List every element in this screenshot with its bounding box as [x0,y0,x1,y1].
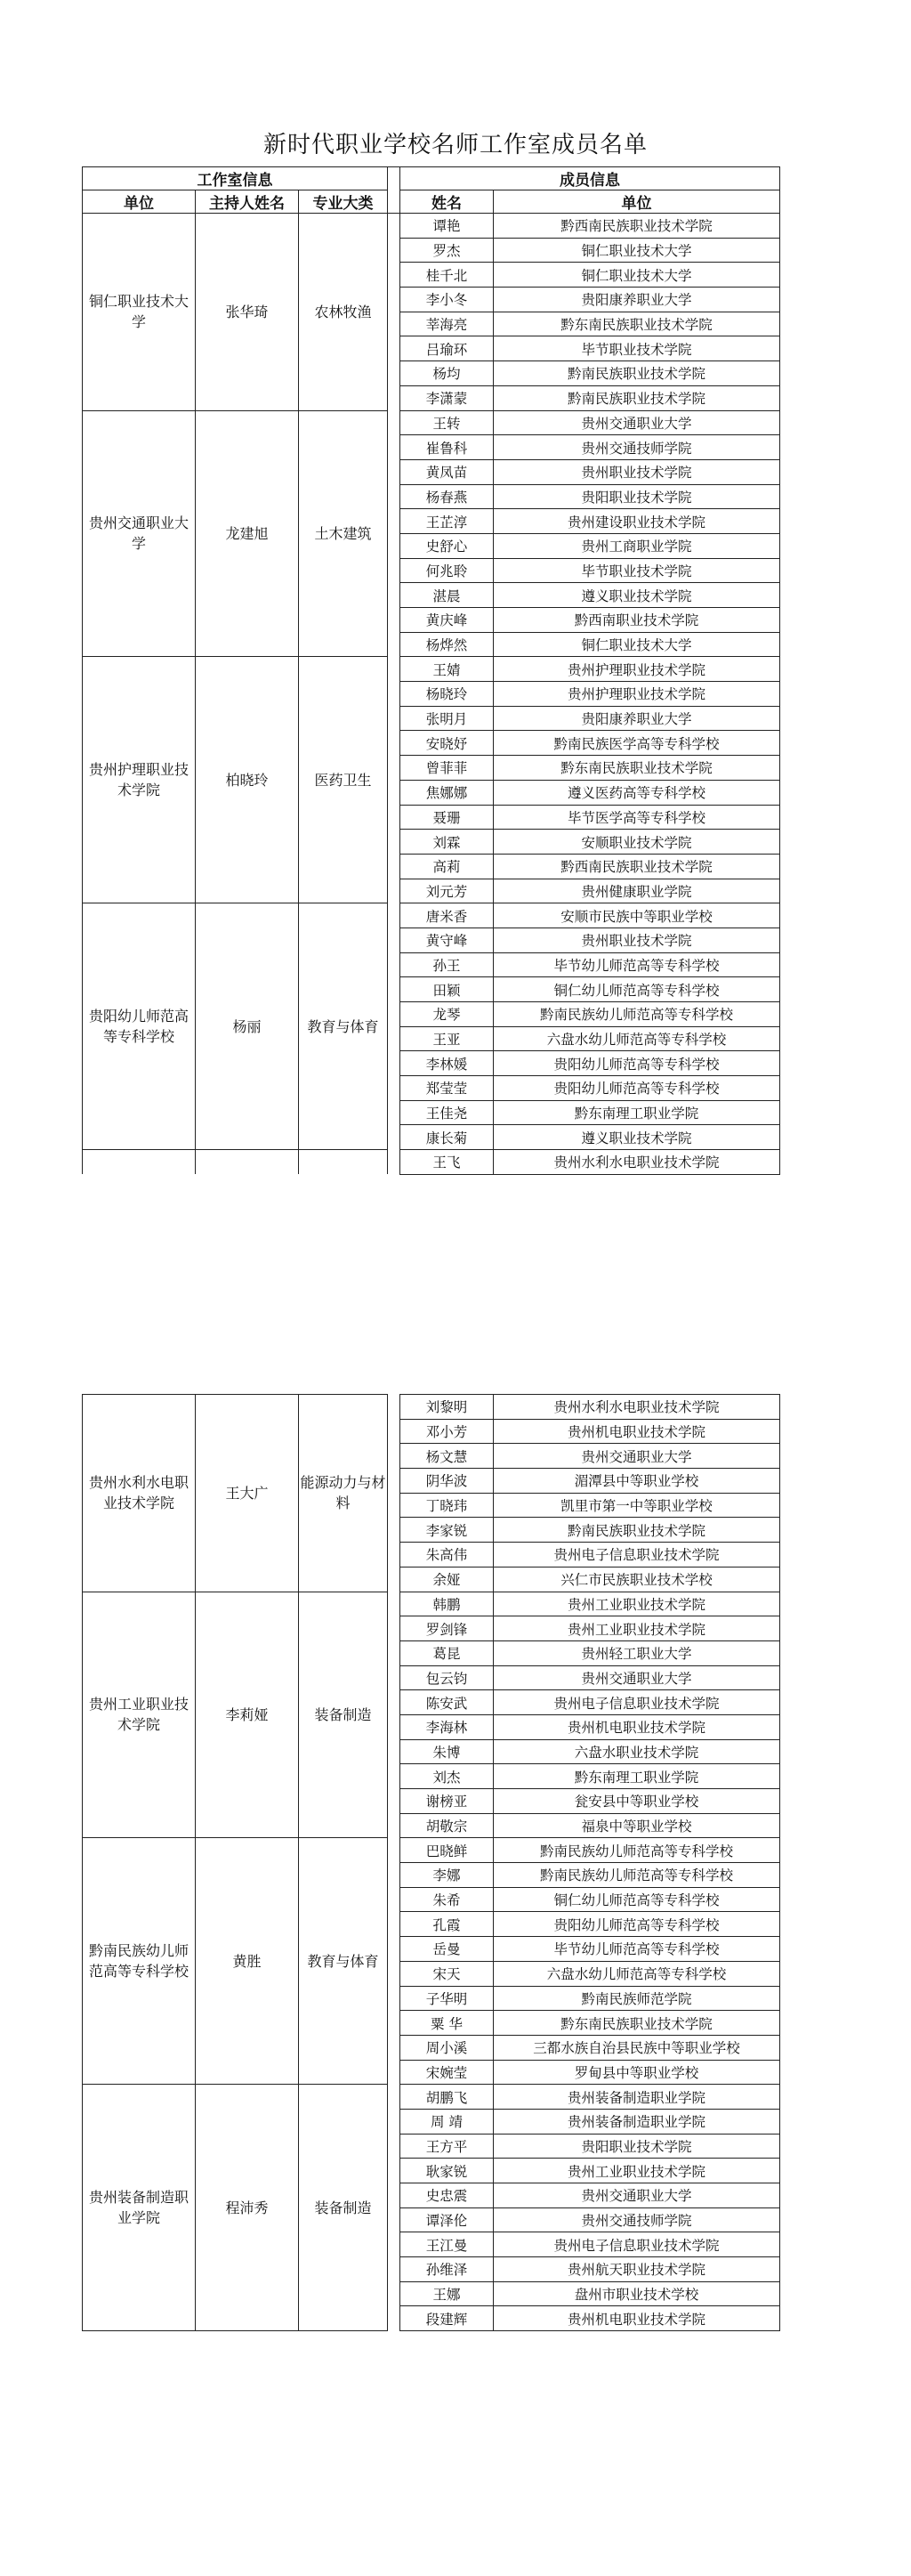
member-name: 朱高伟 [400,1543,494,1567]
member-name: 阴华波 [400,1469,494,1494]
member-name: 王亚 [400,1026,494,1051]
column-gap [388,1518,400,1543]
member-name: 张明月 [400,706,494,731]
host-name: 程沛秀 [196,2085,299,2331]
category-header: 专业大类 [299,190,388,214]
member-name: 刘黎明 [400,1395,494,1420]
member-unit: 贵州职业技术学院 [494,928,780,952]
member-name: 龙琴 [400,1002,494,1027]
column-gap [388,608,400,633]
member-table-page-2 [82,1394,780,2331]
host-name: 杨丽 [196,903,299,1150]
member-name: 黄庆峰 [400,608,494,633]
member-name: 邓小芳 [400,1419,494,1444]
column-gap [388,558,400,583]
member-unit: 瓮安县中等职业学校 [494,1789,780,1814]
host-name: 张华琦 [196,214,299,411]
member-unit: 贵州健康职业学院 [494,879,780,903]
member-unit: 贵州航天职业技术学院 [494,2257,780,2282]
column-gap [388,1912,400,1937]
table-row [83,1150,780,1175]
member-name: 王方平 [400,2134,494,2159]
member-unit: 黔南民族职业技术学院 [494,385,780,410]
member-unit: 凯里市第一中等职业学校 [494,1493,780,1518]
member-name: 耿家锐 [400,2159,494,2183]
member-unit: 贵阳康养职业大学 [494,706,780,731]
column-gap [388,706,400,731]
category [299,1150,388,1175]
member-name: 粟 华 [400,2011,494,2036]
member-unit: 黔西南民族职业技术学院 [494,854,780,879]
member-unit: 贵州工业职业技术学院 [494,1616,780,1641]
member-unit: 黔南民族幼儿师范高等专科学校 [494,1838,780,1863]
column-gap [388,2011,400,2036]
member-unit: 毕节职业技术学院 [494,558,780,583]
member-unit: 黔南民族幼儿师范高等专科学校 [494,1863,780,1888]
column-gap [388,263,400,288]
column-gap [388,2035,400,2060]
member-name: 葛昆 [400,1640,494,1665]
category: 农林牧渔 [299,214,388,411]
column-gap [388,1543,400,1567]
category: 装备制造 [299,2085,388,2331]
host-name: 柏晓玲 [196,657,299,903]
column-gap [388,731,400,756]
member-unit: 贵阳幼儿师范高等专科学校 [494,1912,780,1937]
table-row [83,1838,780,1863]
column-gap [388,2183,400,2208]
member-unit: 贵州护理职业技术学院 [494,657,780,682]
member-unit: 黔南民族师范学院 [494,1986,780,2011]
column-gap [388,1002,400,1027]
member-name: 何兆聆 [400,558,494,583]
member-unit: 铜仁职业技术大学 [494,632,780,657]
category: 土木建筑 [299,410,388,657]
member-name: 湛晨 [400,583,494,608]
member-name: 岳曼 [400,1937,494,1962]
column-gap [388,1665,400,1690]
column-gap [388,2281,400,2306]
column-gap [388,2085,400,2110]
column-gap [388,410,400,435]
column-gap [388,854,400,879]
member-unit: 毕节幼儿师范高等专科学校 [494,1937,780,1962]
member-unit: 贵州机电职业技术学院 [494,2306,780,2331]
member-name: 王飞 [400,1150,494,1175]
member-name: 杨均 [400,361,494,386]
member-name: 曾菲菲 [400,756,494,781]
member-name: 王江曼 [400,2232,494,2257]
column-gap [388,1690,400,1715]
member-name: 刘杰 [400,1764,494,1789]
member-unit: 贵州水利水电职业技术学院 [494,1150,780,1175]
category: 能源动力与材料 [299,1395,388,1592]
column-gap [388,1100,400,1125]
column-gap [388,2060,400,2085]
member-unit: 黔东南理工职业学院 [494,1100,780,1125]
column-gap [388,1444,400,1469]
member-unit: 黔东南民族职业技术学院 [494,312,780,336]
member-unit: 安顺职业技术学院 [494,830,780,855]
member-name: 田颖 [400,977,494,1002]
member-name: 陈安武 [400,1690,494,1715]
member-name: 孔霞 [400,1912,494,1937]
member-name: 黄凤苗 [400,459,494,484]
member-name: 王转 [400,410,494,435]
member-name: 杨文慧 [400,1444,494,1469]
column-gap [388,459,400,484]
column-gap [388,1592,400,1616]
category: 教育与体育 [299,1838,388,2085]
member-unit: 六盘水职业技术学院 [494,1739,780,1764]
member-name: 谭艳 [400,214,494,239]
member-unit: 贵阳康养职业大学 [494,288,780,312]
member-unit: 贵阳职业技术学院 [494,484,780,509]
studio-unit: 贵阳幼儿师范高等专科学校 [83,903,196,1150]
column-gap [388,2257,400,2282]
member-info-header: 成员信息 [400,167,780,190]
member-unit: 贵州交通技师学院 [494,2207,780,2232]
table-row [83,2085,780,2110]
column-gap [388,2232,400,2257]
column-gap [388,879,400,903]
column-gap [388,238,400,263]
member-name: 高莉 [400,854,494,879]
member-unit: 贵州职业技术学院 [494,459,780,484]
member-name: 巴晓鲜 [400,1838,494,1863]
member-unit: 贵州装备制造职业学院 [494,2109,780,2134]
member-name: 段建辉 [400,2306,494,2331]
column-gap [388,756,400,781]
studio-unit: 铜仁职业技术大学 [83,214,196,411]
column-gap [388,533,400,558]
host-name: 黄胜 [196,1838,299,2085]
column-gap [388,288,400,312]
studio-unit: 贵州护理职业技术学院 [83,657,196,903]
member-name: 安晓妤 [400,731,494,756]
member-unit: 贵阳幼儿师范高等专科学校 [494,1051,780,1076]
member-unit: 贵州工业职业技术学院 [494,2159,780,2183]
member-name: 朱希 [400,1887,494,1912]
member-name-header: 姓名 [400,190,494,214]
member-unit: 福泉中等职业学校 [494,1813,780,1838]
member-unit: 贵阳幼儿师范高等专科学校 [494,1076,780,1101]
member-unit: 贵州工商职业学院 [494,533,780,558]
member-unit: 贵州交通职业大学 [494,2183,780,2208]
member-name: 莘海亮 [400,312,494,336]
column-gap [388,903,400,928]
member-name: 罗剑锋 [400,1616,494,1641]
column-gap [388,2159,400,2183]
studio-info-header: 工作室信息 [83,167,388,190]
column-gap [388,1739,400,1764]
member-unit: 安顺市民族中等职业学校 [494,903,780,928]
member-name: 宋天 [400,1961,494,1986]
member-name: 郑莹莹 [400,1076,494,1101]
member-unit: 黔南民族医学高等专科学校 [494,731,780,756]
member-name: 周小溪 [400,2035,494,2060]
column-gap [388,435,400,460]
member-unit: 贵州装备制造职业学院 [494,2085,780,2110]
member-name: 罗杰 [400,238,494,263]
member-unit: 贵州机电职业技术学院 [494,1419,780,1444]
member-name: 李海林 [400,1714,494,1739]
column-gap [388,1616,400,1641]
member-name: 桂千北 [400,263,494,288]
column-gap [388,1640,400,1665]
member-name: 李娜 [400,1863,494,1888]
column-gap [388,1150,400,1175]
column-gap [388,214,400,239]
member-unit: 盘州市职业技术学校 [494,2281,780,2306]
studio-unit: 贵州装备制造职业学院 [83,2085,196,2331]
column-gap [388,632,400,657]
member-unit: 黔南民族职业技术学院 [494,1518,780,1543]
column-gap [388,2134,400,2159]
member-unit: 贵州机电职业技术学院 [494,1714,780,1739]
member-unit: 遵义医药高等专科学校 [494,780,780,805]
column-gap [388,1125,400,1150]
category: 医药卫生 [299,657,388,903]
member-unit: 贵州电子信息职业技术学院 [494,2232,780,2257]
member-unit: 贵州轻工职业大学 [494,1640,780,1665]
member-unit: 遵义职业技术学院 [494,1125,780,1150]
table-row [83,1395,780,1420]
member-name: 韩鹏 [400,1592,494,1616]
column-gap [388,2306,400,2331]
member-name: 杨晓玲 [400,682,494,707]
member-name: 李潇蒙 [400,385,494,410]
member-name: 李家锐 [400,1518,494,1543]
host-name: 李莉娅 [196,1592,299,1838]
studio-unit: 贵州工业职业技术学院 [83,1592,196,1838]
column-gap [388,780,400,805]
member-unit: 毕节职业技术学院 [494,336,780,361]
column-gap [388,928,400,952]
unit-header: 单位 [83,190,196,214]
table-row [83,1592,780,1616]
member-unit: 贵州建设职业技术学院 [494,509,780,534]
table-row [83,214,780,239]
column-gap [388,1986,400,2011]
studio-unit: 黔南民族幼儿师范高等专科学校 [83,1838,196,2085]
member-name: 史忠震 [400,2183,494,2208]
member-unit: 黔东南理工职业学院 [494,1764,780,1789]
member-name: 谢榜亚 [400,1789,494,1814]
column-gap [388,509,400,534]
member-name: 孙王 [400,952,494,977]
column-gap [388,1887,400,1912]
member-unit: 三都水族自治县民族中等职业学校 [494,2035,780,2060]
host-name [196,1150,299,1175]
member-name: 崔鲁科 [400,435,494,460]
member-name: 王佳尧 [400,1100,494,1125]
member-unit: 贵州护理职业技术学院 [494,682,780,707]
column-gap [388,361,400,386]
member-unit: 贵州工业职业技术学院 [494,1592,780,1616]
member-name: 黄守峰 [400,928,494,952]
column-gap [388,1863,400,1888]
table-row [83,903,780,928]
member-unit: 铜仁幼儿师范高等专科学校 [494,977,780,1002]
member-unit: 贵州交通技师学院 [494,435,780,460]
column-gap [388,1838,400,1863]
member-unit-header: 单位 [494,190,780,214]
column-gap [388,312,400,336]
column-gap [388,1764,400,1789]
member-name: 谭泽伦 [400,2207,494,2232]
member-name: 宋婉莹 [400,2060,494,2085]
member-unit: 六盘水幼儿师范高等专科学校 [494,1961,780,1986]
column-gap [388,1051,400,1076]
host-name-header: 主持人姓名 [196,190,299,214]
member-name: 刘元芳 [400,879,494,903]
member-name: 包云钧 [400,1665,494,1690]
member-name: 唐米香 [400,903,494,928]
column-gap [388,1076,400,1101]
member-unit: 六盘水幼儿师范高等专科学校 [494,1026,780,1051]
member-unit: 黔南民族职业技术学院 [494,361,780,386]
column-gap [388,952,400,977]
member-name: 杨春燕 [400,484,494,509]
member-unit: 贵州交通职业大学 [494,1665,780,1690]
member-unit: 遵义职业技术学院 [494,583,780,608]
category: 教育与体育 [299,903,388,1150]
member-unit: 贵阳职业技术学院 [494,2134,780,2159]
column-gap [388,657,400,682]
column-gap [388,1813,400,1838]
column-gap [388,1395,400,1420]
column-gap [388,1469,400,1494]
column-gap [388,805,400,830]
member-unit: 黔东南民族职业技术学院 [494,2011,780,2036]
member-unit: 毕节幼儿师范高等专科学校 [494,952,780,977]
document-title: 新时代职业学校名师工作室成员名单 [262,132,648,158]
member-name: 胡鹏飞 [400,2085,494,2110]
member-name: 王娜 [400,2281,494,2306]
member-unit: 黔西南民族职业技术学院 [494,214,780,239]
member-unit: 湄潭县中等职业学校 [494,1469,780,1494]
column-gap [388,1961,400,1986]
studio-unit [83,1150,196,1175]
member-unit: 贵州电子信息职业技术学院 [494,1690,780,1715]
member-name: 丁晓玮 [400,1493,494,1518]
member-unit: 黔南民族幼儿师范高等专科学校 [494,1002,780,1027]
member-name: 史舒心 [400,533,494,558]
member-name: 周 靖 [400,2109,494,2134]
member-unit: 黔西南职业技术学院 [494,608,780,633]
member-name: 余娅 [400,1567,494,1592]
member-unit: 贵州电子信息职业技术学院 [494,1543,780,1567]
column-gap [388,1026,400,1051]
member-unit: 罗甸县中等职业学校 [494,2060,780,2085]
member-name: 聂珊 [400,805,494,830]
member-name: 王婧 [400,657,494,682]
member-unit: 贵州水利水电职业技术学院 [494,1395,780,1420]
member-name: 李林媛 [400,1051,494,1076]
member-name: 李小冬 [400,288,494,312]
column-gap [388,583,400,608]
column-gap [388,1714,400,1739]
column-gap [388,682,400,707]
studio-unit: 贵州水利水电职业技术学院 [83,1395,196,1592]
column-gap [388,1419,400,1444]
column-gap [388,1493,400,1518]
member-unit: 贵州交通职业大学 [494,1444,780,1469]
member-name: 朱博 [400,1739,494,1764]
column-gap [388,2207,400,2232]
member-unit: 毕节医学高等专科学校 [494,805,780,830]
table-row [83,410,780,435]
member-name: 焦娜娜 [400,780,494,805]
column-gap [388,336,400,361]
column-gap [388,1789,400,1814]
column-gap [388,484,400,509]
member-name: 王芷淳 [400,509,494,534]
host-name: 王大广 [196,1395,299,1592]
member-name: 刘霖 [400,830,494,855]
member-unit: 铜仁职业技术大学 [494,263,780,288]
member-name: 孙维泽 [400,2257,494,2282]
column-gap [388,977,400,1002]
member-unit: 黔东南民族职业技术学院 [494,756,780,781]
column-gap [388,2109,400,2134]
member-unit: 铜仁职业技术大学 [494,238,780,263]
member-name: 吕瑜环 [400,336,494,361]
table-row [83,657,780,682]
column-gap [388,830,400,855]
member-name: 康长菊 [400,1125,494,1150]
column-gap [388,167,400,214]
member-unit: 兴仁市民族职业技术学校 [494,1567,780,1592]
host-name: 龙建旭 [196,410,299,657]
member-table-page-1 [82,166,780,1175]
category: 装备制造 [299,1592,388,1838]
studio-unit: 贵州交通职业大学 [83,410,196,657]
column-gap [388,1937,400,1962]
column-gap [388,1567,400,1592]
member-unit: 贵州交通职业大学 [494,410,780,435]
member-name: 胡敬宗 [400,1813,494,1838]
member-name: 子华明 [400,1986,494,2011]
member-name: 杨烨然 [400,632,494,657]
column-gap [388,385,400,410]
member-unit: 铜仁幼儿师范高等专科学校 [494,1887,780,1912]
